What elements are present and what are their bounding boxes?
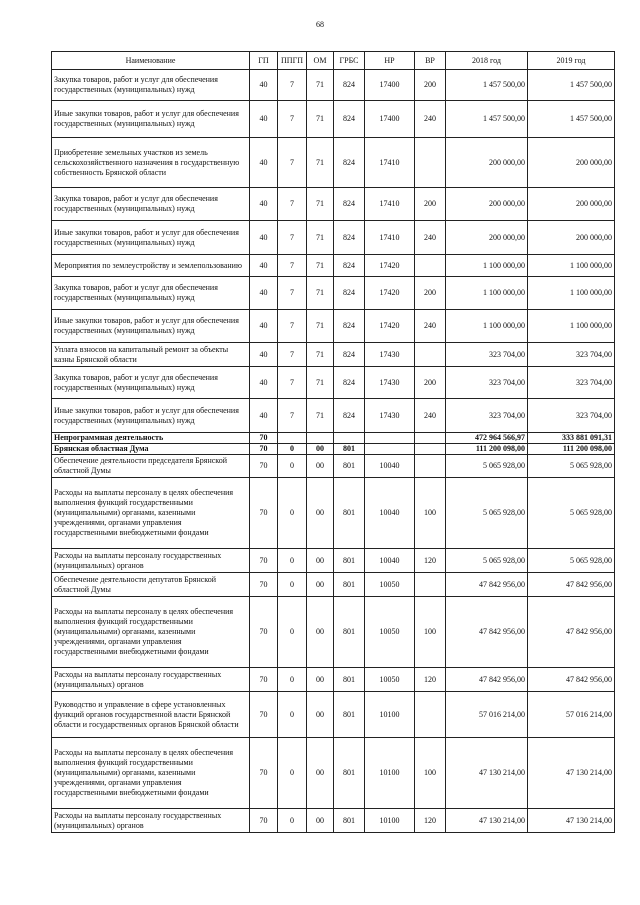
cell-grbs: 801	[334, 478, 365, 549]
cell-2019: 323 704,00	[528, 367, 615, 399]
table-row	[52, 433, 615, 444]
cell-om: 71	[307, 138, 334, 188]
cell-grbs: 801	[334, 597, 365, 668]
cell-2019: 323 704,00	[528, 399, 615, 433]
cell-vr: 120	[415, 549, 446, 573]
cell-2018: 472 964 566,97	[446, 433, 528, 444]
cell-vr: 240	[415, 101, 446, 138]
cell-nr: 17410	[365, 138, 415, 188]
cell-om: 00	[307, 549, 334, 573]
cell-ppgp: 0	[278, 738, 307, 809]
cell-nr: 17400	[365, 70, 415, 101]
cell-ppgp: 7	[278, 221, 307, 255]
table-row	[52, 549, 615, 573]
cell-vr	[415, 444, 446, 455]
cell-ppgp: 0	[278, 809, 307, 833]
cell-name: Расходы на выплаты персоналу государственных (муниципальных) органов	[52, 809, 250, 833]
cell-2019: 1 100 000,00	[528, 277, 615, 310]
cell-gp: 40	[250, 138, 278, 188]
table-row	[52, 809, 615, 833]
cell-2018: 323 704,00	[446, 343, 528, 367]
cell-2018: 1 457 500,00	[446, 101, 528, 138]
cell-2019: 333 881 091,31	[528, 433, 615, 444]
header-grbs: ГРБС	[334, 52, 365, 70]
table-row	[52, 367, 615, 399]
table-row	[52, 573, 615, 597]
cell-2019: 1 100 000,00	[528, 255, 615, 277]
cell-grbs: 824	[334, 399, 365, 433]
cell-nr: 17430	[365, 399, 415, 433]
cell-name: Иные закупки товаров, работ и услуг для обеспечения государственных (муниципальных) нужд	[52, 221, 250, 255]
cell-gp: 70	[250, 444, 278, 455]
cell-gp: 70	[250, 809, 278, 833]
table-row	[52, 343, 615, 367]
cell-vr: 120	[415, 668, 446, 692]
cell-nr: 10050	[365, 597, 415, 668]
header-nr: НР	[365, 52, 415, 70]
cell-ppgp: 7	[278, 188, 307, 221]
table-row	[52, 101, 615, 138]
cell-2019: 200 000,00	[528, 188, 615, 221]
cell-nr: 17410	[365, 221, 415, 255]
cell-gp: 70	[250, 738, 278, 809]
cell-nr: 17420	[365, 277, 415, 310]
cell-name: Закупка товаров, работ и услуг для обеспечения государственных (муниципальных) нужд	[52, 188, 250, 221]
cell-2019: 1 457 500,00	[528, 101, 615, 138]
cell-2019: 5 065 928,00	[528, 549, 615, 573]
cell-name: Расходы на выплаты персоналу в целях обеспечения выполнения функций государственными (муниципальными) органами, казенными учреждениями, органами управления государственными внебюджетными фондами	[52, 597, 250, 668]
cell-om: 00	[307, 478, 334, 549]
cell-2019: 47 130 214,00	[528, 738, 615, 809]
cell-gp: 70	[250, 668, 278, 692]
cell-name: Иные закупки товаров, работ и услуг для обеспечения государственных (муниципальных) нужд	[52, 101, 250, 138]
table-row	[52, 444, 615, 455]
cell-nr: 17430	[365, 343, 415, 367]
cell-gp: 40	[250, 188, 278, 221]
table-row	[52, 221, 615, 255]
cell-2018: 47 842 956,00	[446, 668, 528, 692]
cell-nr: 10050	[365, 573, 415, 597]
cell-name: Мероприятия по землеустройству и землепользованию	[52, 255, 250, 277]
cell-nr: 10040	[365, 455, 415, 478]
table-row	[52, 399, 615, 433]
cell-ppgp: 7	[278, 343, 307, 367]
cell-om: 71	[307, 399, 334, 433]
cell-ppgp: 7	[278, 277, 307, 310]
table-row	[52, 138, 615, 188]
cell-2019: 47 842 956,00	[528, 597, 615, 668]
cell-name: Руководство и управление в сфере установленных функций органов государственной власти Брянской области и государственных органов Брянской области	[52, 692, 250, 738]
cell-2018: 5 065 928,00	[446, 549, 528, 573]
cell-gp: 70	[250, 455, 278, 478]
cell-2019: 57 016 214,00	[528, 692, 615, 738]
cell-om: 00	[307, 809, 334, 833]
cell-2019: 47 842 956,00	[528, 668, 615, 692]
header-gp: ГП	[250, 52, 278, 70]
cell-2018: 47 130 214,00	[446, 809, 528, 833]
cell-name: Закупка товаров, работ и услуг для обеспечения государственных (муниципальных) нужд	[52, 277, 250, 310]
cell-grbs: 801	[334, 573, 365, 597]
cell-name: Расходы на выплаты персоналу государственных (муниципальных) органов	[52, 668, 250, 692]
cell-om: 71	[307, 367, 334, 399]
cell-ppgp: 0	[278, 455, 307, 478]
cell-name: Брянская областная Дума	[52, 444, 250, 455]
cell-nr: 10100	[365, 692, 415, 738]
cell-2018: 5 065 928,00	[446, 455, 528, 478]
cell-ppgp: 0	[278, 597, 307, 668]
cell-nr: 17420	[365, 255, 415, 277]
cell-2019: 200 000,00	[528, 221, 615, 255]
cell-grbs: 801	[334, 444, 365, 455]
cell-2018: 1 457 500,00	[446, 70, 528, 101]
cell-2018: 47 842 956,00	[446, 597, 528, 668]
cell-2019: 47 842 956,00	[528, 573, 615, 597]
cell-ppgp: 0	[278, 444, 307, 455]
cell-nr: 17430	[365, 367, 415, 399]
table-body	[52, 70, 615, 833]
cell-gp: 40	[250, 399, 278, 433]
cell-gp: 40	[250, 277, 278, 310]
cell-om: 00	[307, 444, 334, 455]
table-row	[52, 310, 615, 343]
cell-vr	[415, 433, 446, 444]
cell-om: 71	[307, 255, 334, 277]
cell-name: Обеспечение деятельности председателя Брянской областной Думы	[52, 455, 250, 478]
cell-gp: 40	[250, 255, 278, 277]
table-row	[52, 692, 615, 738]
cell-vr: 100	[415, 478, 446, 549]
cell-gp: 70	[250, 573, 278, 597]
cell-vr	[415, 343, 446, 367]
page-number: 68	[316, 20, 324, 29]
cell-2018: 200 000,00	[446, 188, 528, 221]
header-2018: 2018 год	[446, 52, 528, 70]
cell-grbs: 801	[334, 549, 365, 573]
table-header-row	[52, 52, 615, 70]
cell-name: Иные закупки товаров, работ и услуг для обеспечения государственных (муниципальных) нужд	[52, 399, 250, 433]
cell-gp: 70	[250, 433, 278, 444]
cell-vr	[415, 255, 446, 277]
cell-grbs: 824	[334, 255, 365, 277]
cell-vr	[415, 138, 446, 188]
cell-nr	[365, 433, 415, 444]
cell-name: Расходы на выплаты персоналу в целях обеспечения выполнения функций государственными (муниципальными) органами, казенными учреждениями, органами управления государственными внебюджетными фондами	[52, 478, 250, 549]
header-name: Наименование	[52, 52, 250, 70]
cell-2018: 47 130 214,00	[446, 738, 528, 809]
cell-nr: 10100	[365, 809, 415, 833]
cell-grbs: 824	[334, 221, 365, 255]
cell-nr: 17420	[365, 310, 415, 343]
cell-name: Обеспечение деятельности депутатов Брянской областной Думы	[52, 573, 250, 597]
cell-name: Расходы на выплаты персоналу в целях обеспечения выполнения функций государственными (муниципальными) органами, казенными учреждениями, органами управления государственными внебюджетными фондами	[52, 738, 250, 809]
cell-ppgp: 7	[278, 310, 307, 343]
cell-vr: 120	[415, 809, 446, 833]
cell-2018: 111 200 098,00	[446, 444, 528, 455]
cell-2019: 5 065 928,00	[528, 455, 615, 478]
table-row	[52, 455, 615, 478]
cell-grbs: 824	[334, 138, 365, 188]
cell-grbs	[334, 433, 365, 444]
cell-ppgp	[278, 433, 307, 444]
table-row	[52, 478, 615, 549]
header-om: ОМ	[307, 52, 334, 70]
cell-om: 00	[307, 455, 334, 478]
cell-grbs: 801	[334, 455, 365, 478]
header-2019: 2019 год	[528, 52, 615, 70]
cell-grbs: 824	[334, 343, 365, 367]
cell-ppgp: 0	[278, 549, 307, 573]
cell-ppgp: 7	[278, 70, 307, 101]
cell-2018: 5 065 928,00	[446, 478, 528, 549]
cell-gp: 40	[250, 367, 278, 399]
table-row	[52, 277, 615, 310]
budget-table	[51, 51, 615, 833]
cell-gp: 70	[250, 478, 278, 549]
cell-2019: 1 100 000,00	[528, 310, 615, 343]
cell-vr	[415, 455, 446, 478]
cell-2019: 200 000,00	[528, 138, 615, 188]
cell-ppgp: 7	[278, 138, 307, 188]
cell-om: 00	[307, 668, 334, 692]
cell-name: Закупка товаров, работ и услуг для обеспечения государственных (муниципальных) нужд	[52, 70, 250, 101]
cell-gp: 70	[250, 597, 278, 668]
cell-om	[307, 433, 334, 444]
cell-2018: 200 000,00	[446, 138, 528, 188]
cell-nr: 10050	[365, 668, 415, 692]
cell-name: Непрограммная деятельность	[52, 433, 250, 444]
cell-2018: 1 100 000,00	[446, 277, 528, 310]
cell-ppgp: 0	[278, 478, 307, 549]
cell-nr: 10040	[365, 549, 415, 573]
cell-ppgp: 0	[278, 573, 307, 597]
cell-grbs: 824	[334, 277, 365, 310]
cell-nr: 17400	[365, 101, 415, 138]
cell-2018: 57 016 214,00	[446, 692, 528, 738]
cell-2019: 323 704,00	[528, 343, 615, 367]
cell-grbs: 801	[334, 692, 365, 738]
cell-vr	[415, 573, 446, 597]
cell-grbs: 824	[334, 101, 365, 138]
cell-nr: 10100	[365, 738, 415, 809]
cell-ppgp: 0	[278, 668, 307, 692]
cell-grbs: 824	[334, 70, 365, 101]
cell-om: 00	[307, 573, 334, 597]
cell-gp: 40	[250, 70, 278, 101]
cell-om: 00	[307, 597, 334, 668]
cell-2018: 1 100 000,00	[446, 310, 528, 343]
cell-ppgp: 7	[278, 399, 307, 433]
cell-name: Иные закупки товаров, работ и услуг для обеспечения государственных (муниципальных) нужд	[52, 310, 250, 343]
cell-om: 00	[307, 692, 334, 738]
cell-name: Уплата взносов на капитальный ремонт за объекты казны Брянской области	[52, 343, 250, 367]
cell-2019: 111 200 098,00	[528, 444, 615, 455]
cell-2018: 323 704,00	[446, 399, 528, 433]
cell-gp: 40	[250, 343, 278, 367]
cell-grbs: 801	[334, 668, 365, 692]
cell-om: 71	[307, 70, 334, 101]
cell-vr: 240	[415, 310, 446, 343]
cell-vr: 240	[415, 399, 446, 433]
cell-ppgp: 7	[278, 101, 307, 138]
cell-vr	[415, 692, 446, 738]
cell-name: Приобретение земельных участков из земель сельскохозяйственного назначения в государственную собственность Брянской области	[52, 138, 250, 188]
header-ppgp: ППГП	[278, 52, 307, 70]
cell-vr: 240	[415, 221, 446, 255]
cell-vr: 200	[415, 70, 446, 101]
cell-grbs: 801	[334, 809, 365, 833]
header-vr: ВР	[415, 52, 446, 70]
table-row	[52, 668, 615, 692]
cell-grbs: 824	[334, 310, 365, 343]
cell-grbs: 824	[334, 367, 365, 399]
cell-om: 71	[307, 188, 334, 221]
cell-vr: 100	[415, 597, 446, 668]
cell-2018: 200 000,00	[446, 221, 528, 255]
cell-2019: 1 457 500,00	[528, 70, 615, 101]
cell-gp: 40	[250, 221, 278, 255]
table-row	[52, 255, 615, 277]
cell-ppgp: 7	[278, 367, 307, 399]
cell-vr: 100	[415, 738, 446, 809]
cell-name: Закупка товаров, работ и услуг для обеспечения государственных (муниципальных) нужд	[52, 367, 250, 399]
cell-vr: 200	[415, 277, 446, 310]
cell-nr	[365, 444, 415, 455]
cell-gp: 40	[250, 101, 278, 138]
cell-om: 00	[307, 738, 334, 809]
cell-gp: 70	[250, 549, 278, 573]
cell-2019: 47 130 214,00	[528, 809, 615, 833]
cell-om: 71	[307, 221, 334, 255]
cell-2019: 5 065 928,00	[528, 478, 615, 549]
cell-om: 71	[307, 343, 334, 367]
cell-vr: 200	[415, 367, 446, 399]
cell-2018: 47 842 956,00	[446, 573, 528, 597]
cell-2018: 323 704,00	[446, 367, 528, 399]
cell-nr: 17410	[365, 188, 415, 221]
cell-om: 71	[307, 277, 334, 310]
table-row	[52, 188, 615, 221]
cell-grbs: 824	[334, 188, 365, 221]
cell-name: Расходы на выплаты персоналу государственных (муниципальных) органов	[52, 549, 250, 573]
cell-om: 71	[307, 310, 334, 343]
cell-2018: 1 100 000,00	[446, 255, 528, 277]
cell-gp: 40	[250, 310, 278, 343]
table-row	[52, 738, 615, 809]
table-row	[52, 70, 615, 101]
cell-ppgp: 0	[278, 692, 307, 738]
cell-ppgp: 7	[278, 255, 307, 277]
cell-grbs: 801	[334, 738, 365, 809]
cell-vr: 200	[415, 188, 446, 221]
cell-gp: 70	[250, 692, 278, 738]
cell-nr: 10040	[365, 478, 415, 549]
table-row	[52, 597, 615, 668]
cell-om: 71	[307, 101, 334, 138]
